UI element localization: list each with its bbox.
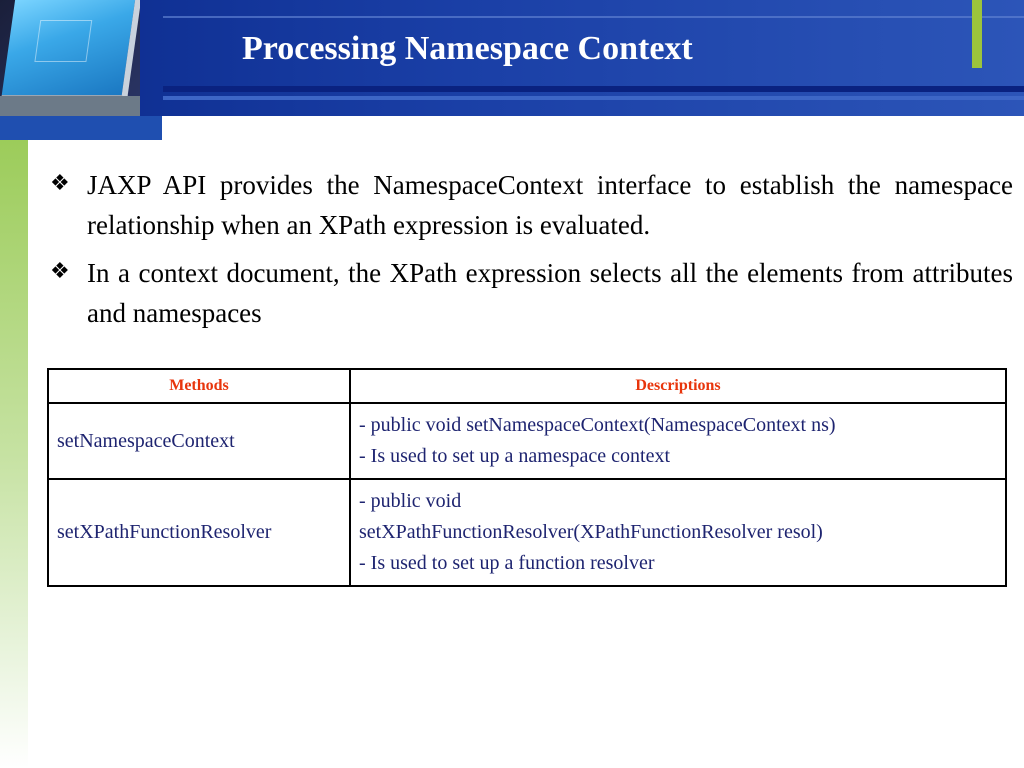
description-cell (350, 403, 1006, 479)
table-row (48, 479, 1006, 586)
table-header-row (48, 369, 1006, 403)
description-line: - public void setNamespaceContext(NamespaceContext ns) (359, 414, 836, 436)
diamond-bullet-icon: ❖ (50, 259, 70, 284)
monitor-base (0, 96, 140, 116)
header-divider-top (163, 16, 1024, 18)
description-line: - Is used to set up a namespace context (359, 445, 671, 467)
methods-table (47, 368, 1007, 587)
method-cell: setXPathFunctionResolver (48, 479, 350, 586)
table-row (48, 403, 1006, 479)
column-header-methods: Methods (48, 369, 350, 403)
description-line: - public void (359, 490, 462, 512)
column-header-descriptions: Descriptions (350, 369, 1006, 403)
description-cell (350, 479, 1006, 586)
bullet-text: JAXP API provides the NamespaceContext interface to establish the namespace relationship when an XPath expression is evaluated. (87, 170, 1013, 240)
slide-title: Processing Namespace Context (242, 30, 693, 67)
left-green-strip (0, 140, 28, 768)
green-accent-bar (972, 0, 982, 68)
header-divider-bottom (163, 86, 1024, 92)
bullet-item (50, 253, 1013, 333)
bullet-list (50, 165, 1013, 341)
computer-monitor-image (0, 0, 140, 116)
description-line: - Is used to set up a function resolver (359, 552, 655, 574)
bullet-text: In a context document, the XPath expression selects all the elements from attributes and namespaces (87, 258, 1013, 328)
description-line: setXPathFunctionResolver(XPathFunctionResolver resol) (359, 521, 823, 543)
bullet-item (50, 165, 1013, 245)
monitor-screen (1, 0, 140, 101)
method-cell: setNamespaceContext (48, 403, 350, 479)
header-strip (163, 96, 1024, 100)
corner-blue-block (0, 116, 162, 140)
diamond-bullet-icon: ❖ (50, 171, 70, 196)
